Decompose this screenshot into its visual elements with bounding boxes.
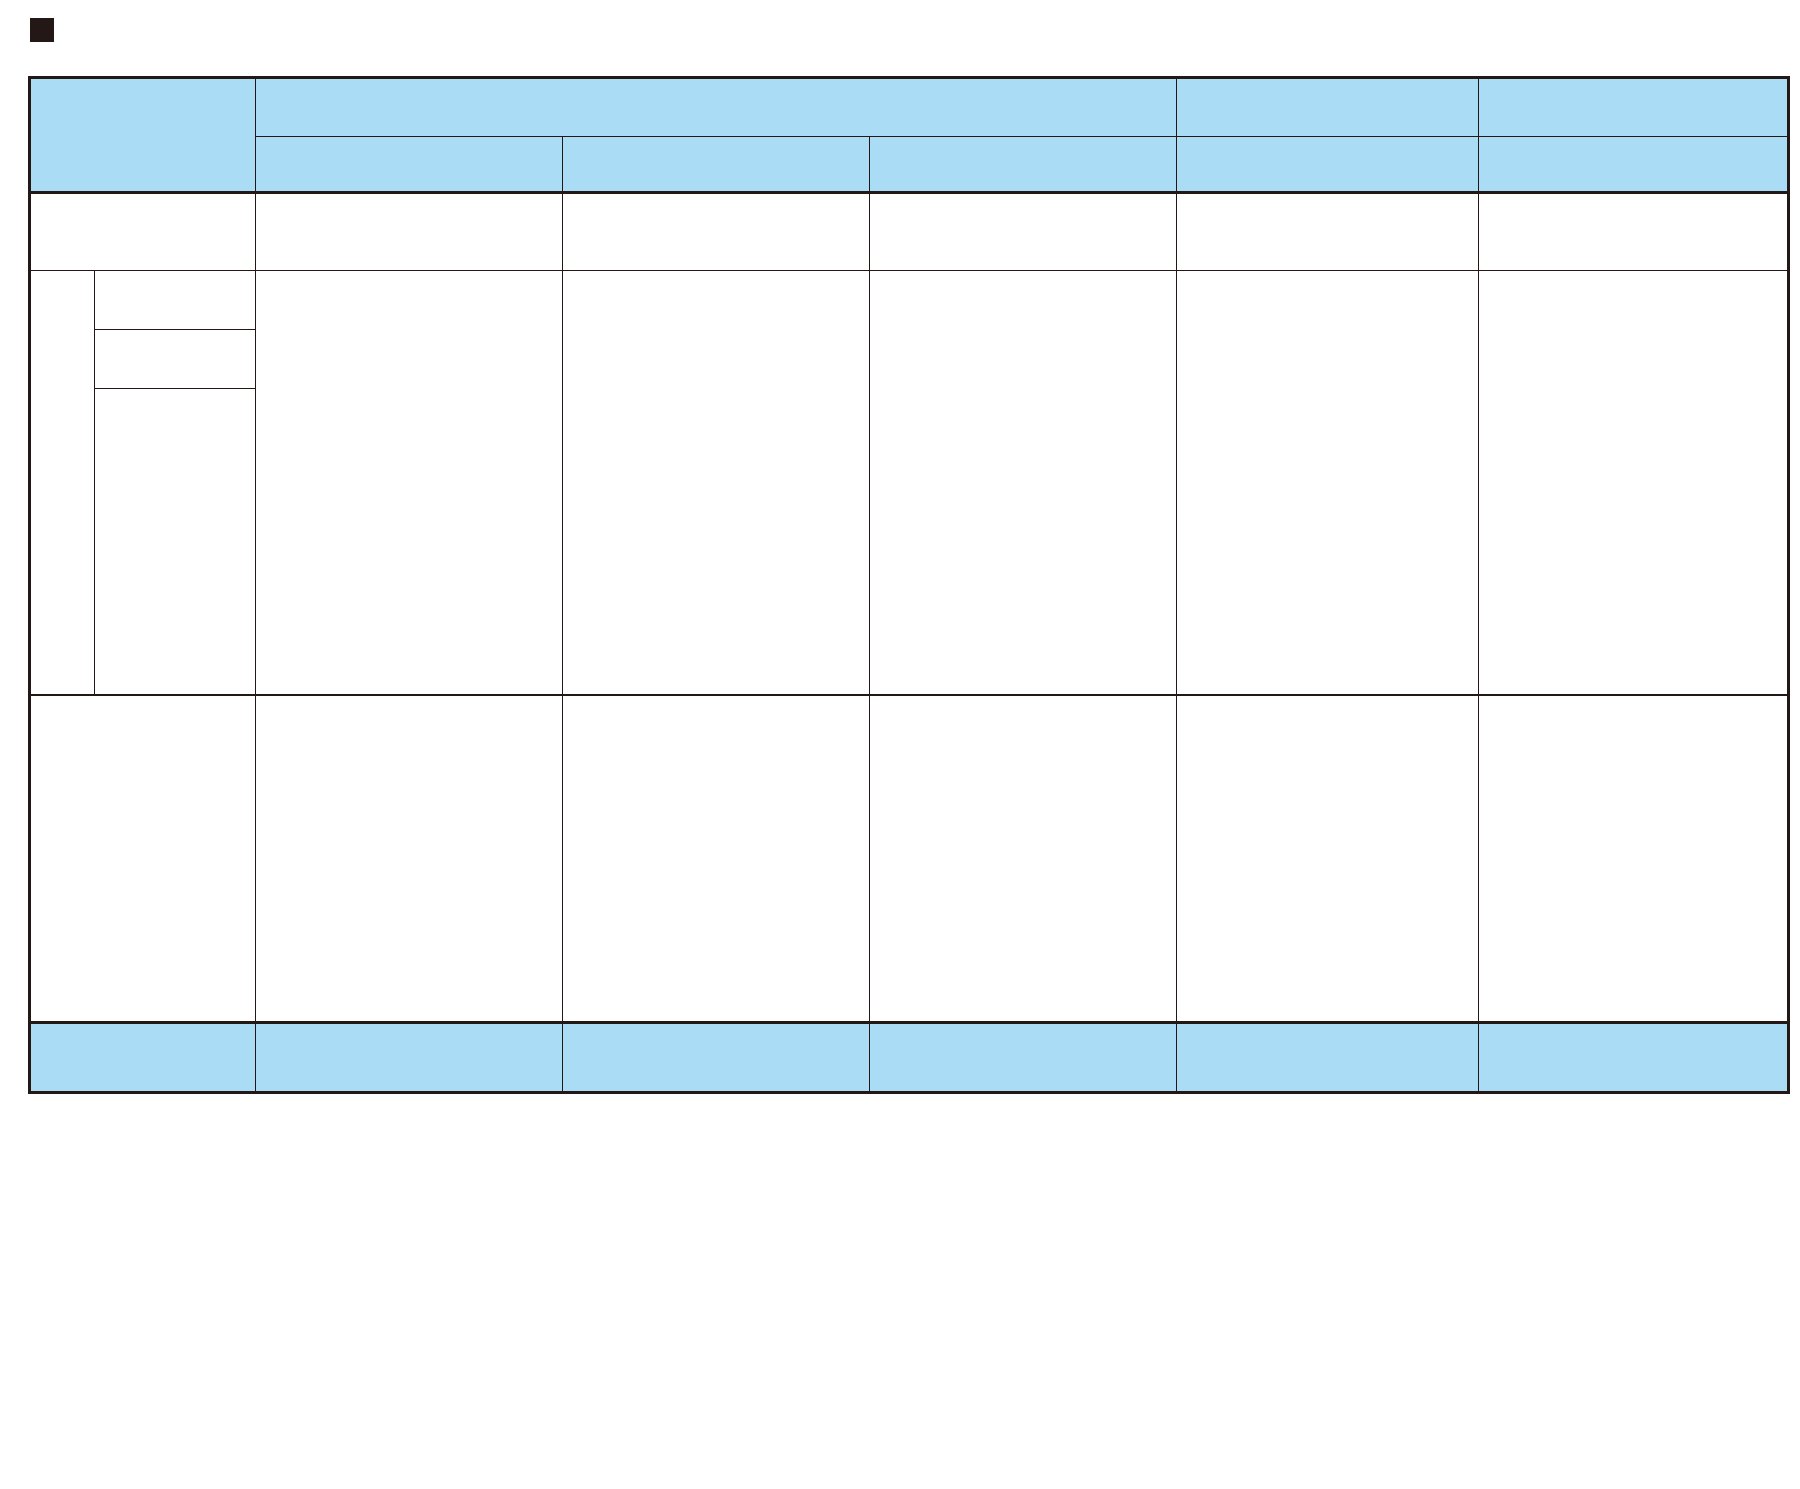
special-value-form-design [869, 194, 1176, 270]
basic-label [94, 388, 255, 695]
page-title [30, 10, 58, 48]
col-line-5 [1478, 194, 1479, 1023]
specialized-label [31, 696, 255, 1022]
subject-category-header [31, 79, 255, 192]
col-line-2 [562, 194, 563, 1023]
common-label [31, 271, 94, 695]
special-value-life-design [255, 194, 562, 270]
common-top-line [31, 270, 1787, 271]
faculty-nursing [1478, 79, 1787, 136]
specialized-top-line [31, 694, 1787, 696]
liberal-label [94, 329, 255, 388]
col-line-4 [1176, 194, 1177, 1023]
dept-pharmacy [1176, 136, 1478, 192]
dept-nursing [1478, 136, 1787, 192]
col-line-1 [255, 194, 256, 1023]
faculty-kasei [255, 79, 1176, 136]
dept-nutrition [562, 136, 869, 192]
special-label [31, 194, 255, 270]
dept-life-design [255, 136, 562, 192]
grand-total-nursing [1478, 1024, 1787, 1091]
grand-total-pharmacy [1176, 1024, 1478, 1091]
col-line-3 [869, 194, 870, 1023]
grand-total-label [31, 1024, 255, 1091]
grand-total-nutrition [562, 1024, 869, 1091]
grand-total-form-design [869, 1024, 1176, 1091]
special-value-nutrition [562, 194, 869, 270]
special-value-nursing [1478, 194, 1787, 270]
grand-total-life-design [255, 1024, 562, 1091]
square-bullet-icon [30, 18, 54, 42]
career-label [94, 271, 255, 329]
special-value-pharmacy [1176, 194, 1478, 270]
dept-form-design [869, 136, 1176, 192]
faculty-pharmacy [1176, 79, 1478, 136]
